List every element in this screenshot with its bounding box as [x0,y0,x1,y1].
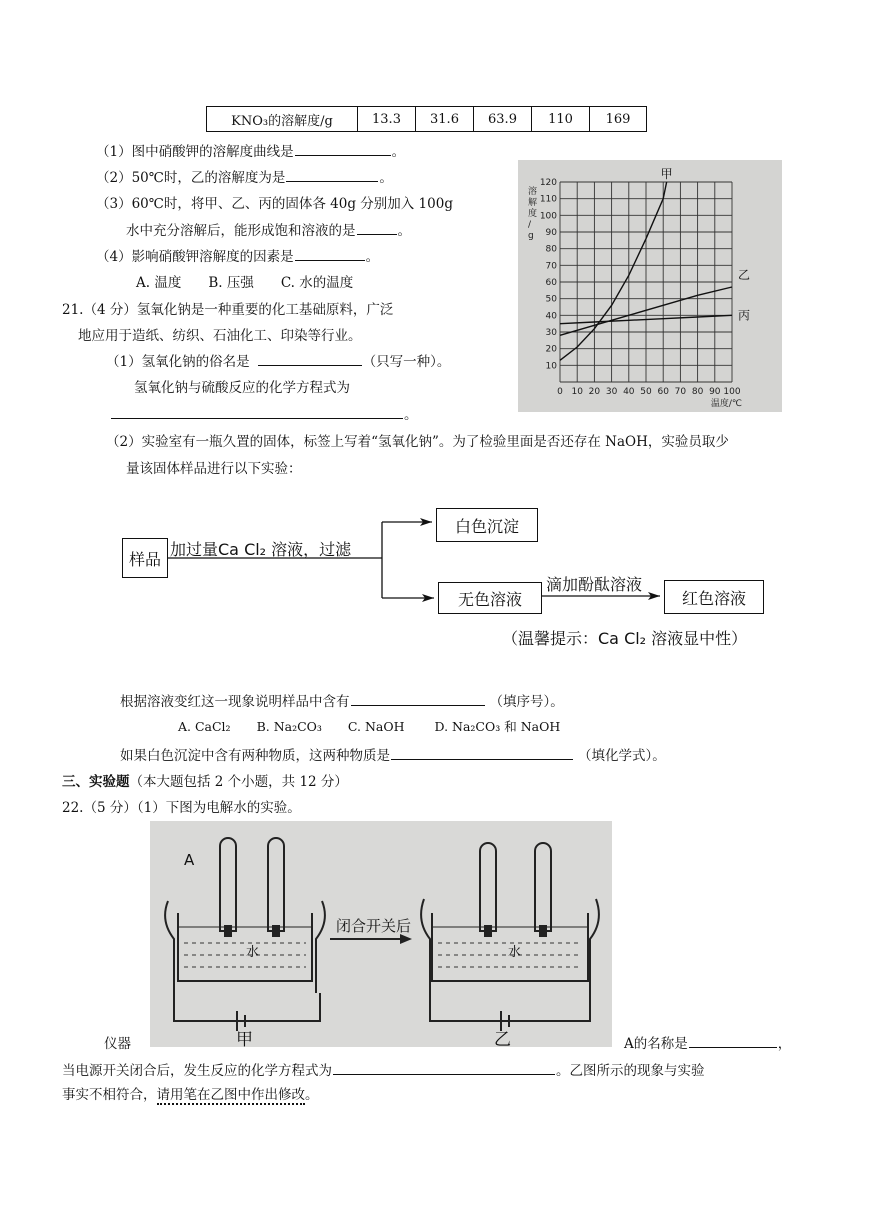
q20-options: A. 温度 B. 压强 C. 水的温度 [136,275,354,291]
x-tick-label: 20 [588,387,601,397]
y-tick-label: 100 [539,211,557,222]
table-cell: 63.9 [474,107,532,132]
figure-label-yi: 乙 [494,1030,511,1050]
flow-red-solution-box: 红色溶液 [664,580,764,614]
electrolysis-photo [150,821,612,1050]
table-cell: 13.3 [358,107,416,132]
y-tick-label: 50 [545,294,557,305]
x-tick-label: 60 [657,387,669,397]
x-tick-label: 90 [709,387,721,397]
y-tick-label: 20 [545,344,557,355]
series-label: 乙 [738,268,751,282]
flow-step2-label: 滴加酚酞溶液 [546,575,643,594]
q20-item3a: （3）60℃时，将甲、乙、丙的固体各 40g 分别加入 100g [96,196,453,212]
table-cell: 110 [532,107,590,132]
flow-colorless-solution-box: 无色溶液 [438,582,542,614]
label-a: A [184,851,195,869]
y-tick-label: 90 [545,228,557,238]
x-tick-label: 40 [623,387,635,397]
table-header: KNO₃的溶解度/g [207,107,358,132]
section3-heading: 三、实验题（本大题包括 2 个小题，共 12 分） [62,774,348,790]
q21-part2b: 量该固体样品进行以下实验： [126,461,302,477]
y-tick-label: 70 [545,261,557,272]
q22-a-name: A的名称是 ， [624,1032,791,1052]
answer-blank[interactable] [333,1060,555,1075]
table-cell: 31.6 [416,107,474,132]
table-cell: 169 [590,107,647,132]
figure-label-jia: 甲 [236,1030,253,1050]
electrode-left [484,925,492,937]
q21-part1-eq: 氢氧化钠与硫酸反应的化学方程式为 [134,380,350,396]
water-label: 水 [508,945,522,960]
y-tick-label: 60 [545,278,557,288]
answer-blank[interactable] [351,691,485,706]
q20-item4: （4）影响硝酸钾溶解度的因素是 。 [96,245,379,265]
flow-white-precipitate-box: 白色沉淀 [436,508,538,542]
water-trough-left [178,913,312,981]
q21-intro2: 地应用于造纸、纺织、石油化工、印染等行业。 [78,328,362,344]
electrode-left [224,925,232,937]
x-tick-label: 50 [640,387,652,397]
answer-blank[interactable] [689,1033,777,1048]
x-tick-label: 10 [571,387,583,397]
x-tick-label: 0 [557,387,563,397]
y-tick-label: 120 [539,178,557,188]
circuit-wire-left [174,993,320,1021]
q20-item3b: 水中充分溶解后，能形成饱和溶液的是 。 [126,219,411,239]
q20-item1: （1）图中硝酸钾的溶解度曲线是 。 [96,140,405,160]
x-tick-label: 30 [605,387,618,397]
test-tube-c [480,843,496,931]
series-label: 丙 [738,308,751,323]
electrode-right [539,925,547,937]
water-label: 水 [246,945,260,960]
q21-question-a: 根据溶液变红这一现象说明样品中含有 （填序号）。 [120,690,564,710]
flow-step1-label: 加过量Ca Cl₂ 溶液，过滤 [170,540,352,559]
flow-tip: （温馨提示：Ca Cl₂ 溶液显中性） [502,629,748,648]
q22-intro: 22.（5 分）（1）下图为电解水的实验。 [62,800,301,816]
q21-question-b: 如果白色沉淀中含有两种物质，这两种物质是 （填化学式）。 [120,744,666,764]
answer-blank[interactable] [391,745,573,760]
y-tick-label: 80 [545,244,557,255]
q21-part1: （1）氢氧化钠的俗名是 （只写一种）。 [106,350,450,370]
x-tick-label: 70 [674,387,687,397]
y-tick-label: 30 [545,328,557,338]
q22-last-line: 事实不相符合，请用笔在乙图中作出修改。 [62,1087,319,1103]
y-tick-label: 110 [539,194,557,205]
y-axis-label: 溶解度/ g [528,187,538,241]
test-tube-b [268,838,284,931]
q20-item2: （2）50℃时，乙的溶解度为是 。 [96,166,393,186]
q21-part2a: （2）实验室有一瓶久置的固体，标签上写着“氢氧化钠”。为了检验里面是否还存在 NaOH，实验员取少 [106,434,729,450]
test-tube-a [220,838,236,931]
q21-options: A. CaCl₂ B. Na₂CO₃ C. NaOH D. Na₂CO₃ 和 NaOH [178,719,561,734]
q22-equation: 当电源开关闭合后，发生反应的化学方程式为 。乙图所示的现象与实验 [62,1059,705,1079]
x-axis-label: 温度/℃ [710,399,742,409]
electrode-right [272,925,280,937]
x-tick-label: 80 [691,387,704,397]
y-tick-label: 10 [545,361,557,372]
series-label: 甲 [660,167,673,181]
switch-label: 闭合开关后 [336,917,412,935]
y-tick-label: 40 [545,311,557,322]
flow-sample-box: 样品 [122,538,168,578]
q22-instrument-label: 仪器 [104,1036,131,1052]
q21-intro1: 21.（4 分）氢氧化钠是一种重要的化工基础原料，广泛 [62,302,394,318]
x-tick-label: 100 [723,387,741,397]
q21-part1-eq-line: 。 [110,403,418,423]
test-tube-d [535,843,551,931]
